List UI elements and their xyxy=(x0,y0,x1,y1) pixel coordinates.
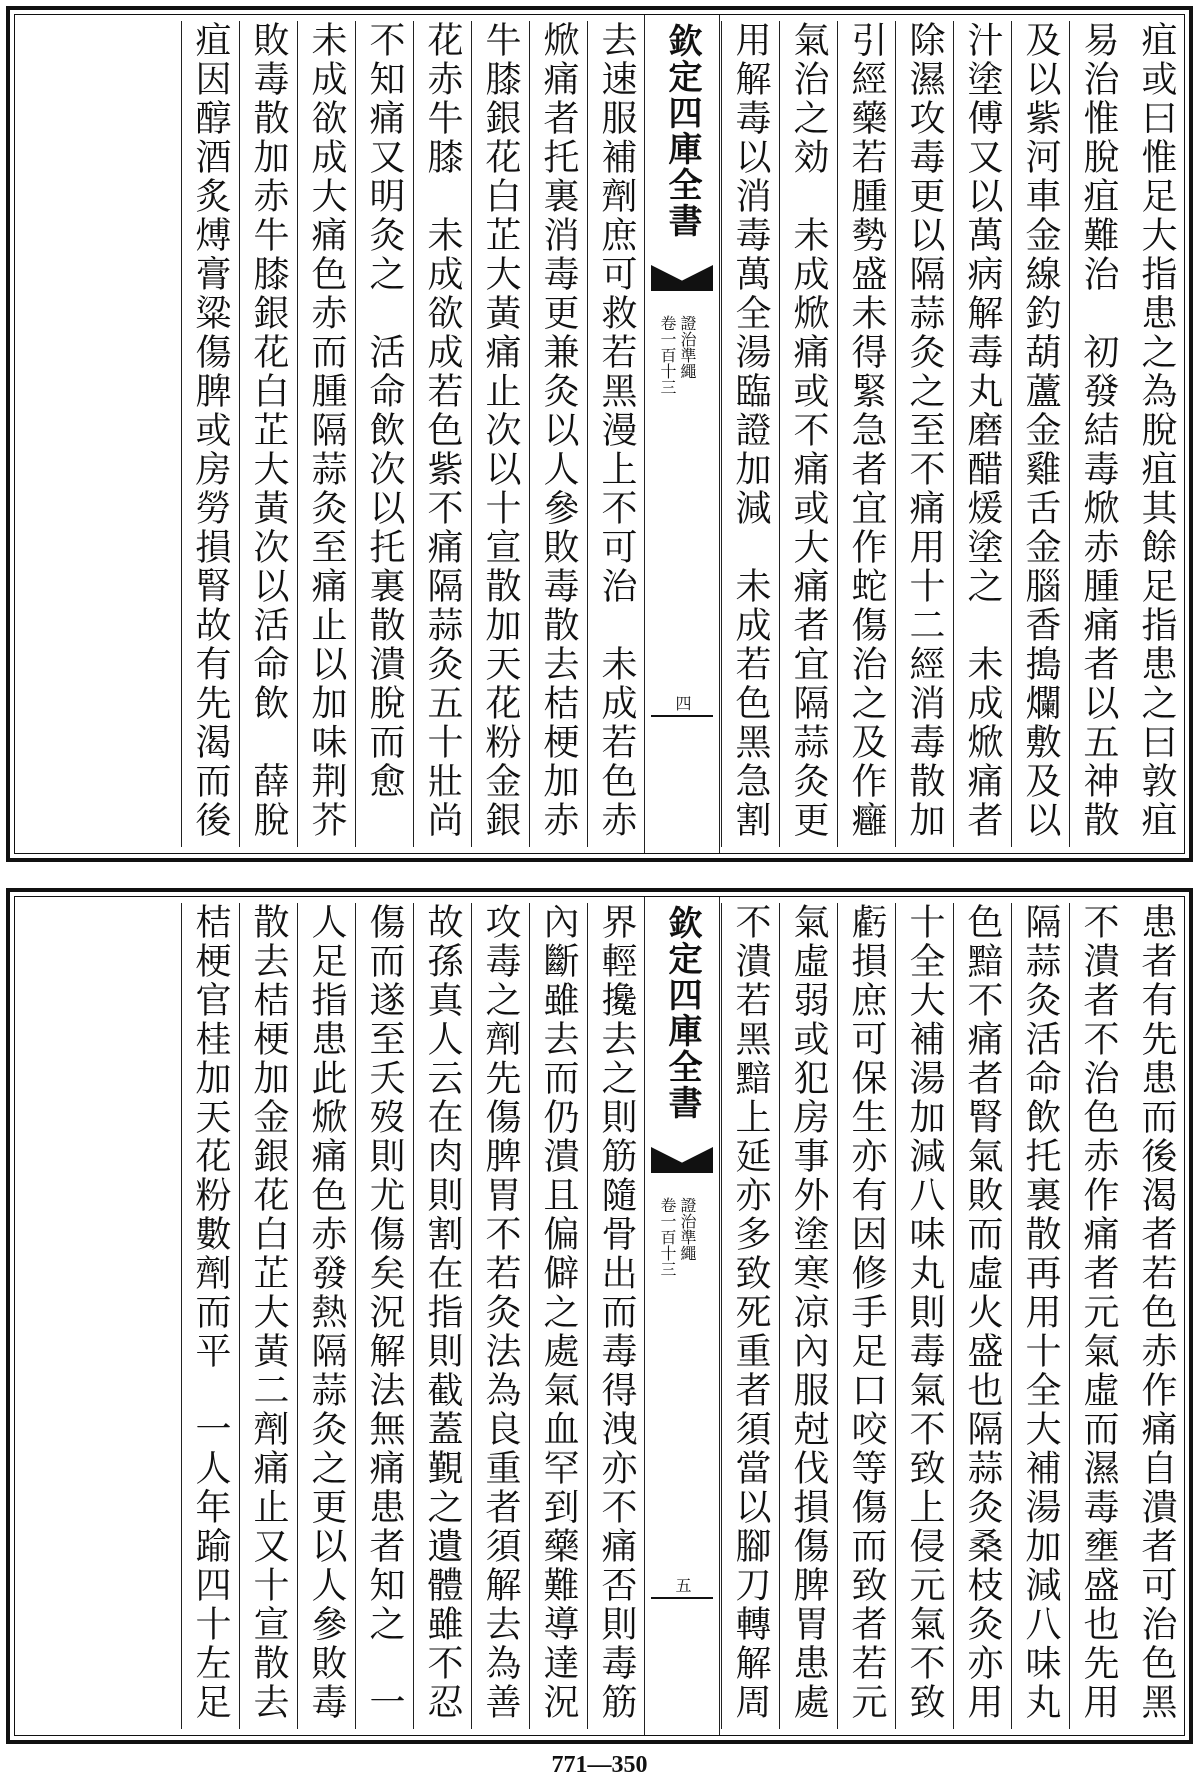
text-column: 故孫真人云在肉則割在指則截蓋覲之遺體雖不忍 xyxy=(413,903,470,1729)
text-column: 引經藥若腫勢盛未得緊急者宜作蛇傷治之及作癰 xyxy=(837,21,894,847)
banner-book-title: 證治準繩 xyxy=(678,1197,697,1261)
text-column: 氣治之効 未成焮痛或不痛或大痛者宜隔蒜灸更 xyxy=(779,21,836,847)
text-column: 敗毒散加赤牛膝銀花白芷大黃次以活命飲 薛脫 xyxy=(239,21,296,847)
fish-tail-line xyxy=(651,1597,713,1599)
top-page xyxy=(6,6,1193,862)
bottom-page-frame xyxy=(14,896,1185,1736)
banner-volume: 卷一百十三 xyxy=(658,1197,677,1277)
banner-page-number: 五 xyxy=(673,1577,692,1593)
text-column: 患者有先患而後渴者若色赤作痛自潰者可治色黑 xyxy=(1136,903,1177,1722)
text-column: 疽或曰惟足大指患之為脫疽其餘足指患之曰敦疽 xyxy=(1136,21,1177,840)
banner-book-title: 證治準繩 xyxy=(678,315,697,379)
text-column: 十全大補湯加減八味丸則毒氣不致上侵元氣不致 xyxy=(895,903,952,1729)
text-column: 桔梗官桂加天花粉數劑而平 一人年踰四十左足 xyxy=(181,903,238,1729)
center-banner xyxy=(644,897,720,1735)
text-column: 不知痛又明灸之 活命飲次以托裏散潰脫而愈 xyxy=(355,21,412,847)
fish-tail-line xyxy=(651,715,713,717)
text-column: 氣虛弱或犯房事外塗寒凉內服尅伐損傷脾胃患處 xyxy=(779,903,836,1729)
text-column: 花赤牛膝 未成欲成若色紫不痛隔蒜灸五十壯尚 xyxy=(413,21,470,847)
fish-tail-mark xyxy=(651,1147,713,1173)
text-column: 未成欲成大痛色赤而腫隔蒜灸至痛止以加味荆芥 xyxy=(297,21,354,847)
banner-title: 欽定四庫全書 xyxy=(662,23,702,239)
text-column: 隔蒜灸活命飲托裏散再用十全大補湯加減八味丸 xyxy=(1011,903,1068,1729)
text-column: 內斷雖去而仍潰且偏僻之處氣血罕到藥難導達況 xyxy=(529,903,586,1729)
fish-tail-mark xyxy=(651,265,713,291)
text-column: 除濕攻毒更以隔蒜灸之至不痛用十二經消毒散加 xyxy=(895,21,952,847)
banner-title: 欽定四庫全書 xyxy=(662,905,702,1121)
banner-page-number: 四 xyxy=(673,695,692,711)
text-column: 易治惟脫疽難治 初發結毒焮赤腫痛者以五神散 xyxy=(1069,21,1126,847)
text-column: 去速服補劑庶可救若黑漫上不可治 未成若色赤 xyxy=(587,21,644,847)
text-column: 牛膝銀花白芷大黃痛止次以十宣散加天花粉金銀 xyxy=(471,21,528,847)
text-column: 不潰者不治色赤作痛者元氣虛而濕毒壅盛也先用 xyxy=(1069,903,1126,1729)
text-column: 色黯不痛者腎氣敗而虛火盛也隔蒜灸桑枝灸亦用 xyxy=(953,903,1010,1729)
text-column: 汁塗傅又以萬病解毒丸磨醋煖塗之 未成焮痛者 xyxy=(953,21,1010,847)
text-column: 傷而遂至夭歿則尤傷矣況解法無痛患者知之 一 xyxy=(355,903,412,1729)
text-column: 焮痛者托裏消毒更兼灸以人參敗毒散去桔梗加赤 xyxy=(529,21,586,847)
text-column: 界輕攙去之則筋隨骨出而毒得洩亦不痛否則毒筋 xyxy=(587,903,644,1729)
text-column: 用解毒以消毒萬全湯臨證加減 未成若色黑急割 xyxy=(721,21,778,847)
banner-volume: 卷一百十三 xyxy=(658,315,677,395)
text-column: 虧損庶可保生亦有因修手足口咬等傷而致者若元 xyxy=(837,903,894,1729)
bottom-page xyxy=(6,888,1193,1744)
text-column: 人足指患此焮痛色赤發熱隔蒜灸之更以人參敗毒 xyxy=(297,903,354,1729)
text-column: 及以紫河車金線釣葫蘆金雞舌金腦香搗爛敷及以 xyxy=(1011,21,1068,847)
text-column: 不潰若黑黯上延亦多致死重者須當以腳刀轉解周 xyxy=(721,903,778,1729)
top-page-frame xyxy=(14,14,1185,854)
text-column: 散去桔梗加金銀花白芷大黃二劑痛止又十宣散去 xyxy=(239,903,296,1729)
center-banner xyxy=(644,15,720,853)
page-code: 771—350 xyxy=(551,1752,648,1778)
text-column: 疽因醇酒炙煿膏粱傷脾或房勞損腎故有先渴而後 xyxy=(181,21,238,847)
text-column: 攻毒之劑先傷脾胃不若灸法為良重者須解去為善 xyxy=(471,903,528,1729)
